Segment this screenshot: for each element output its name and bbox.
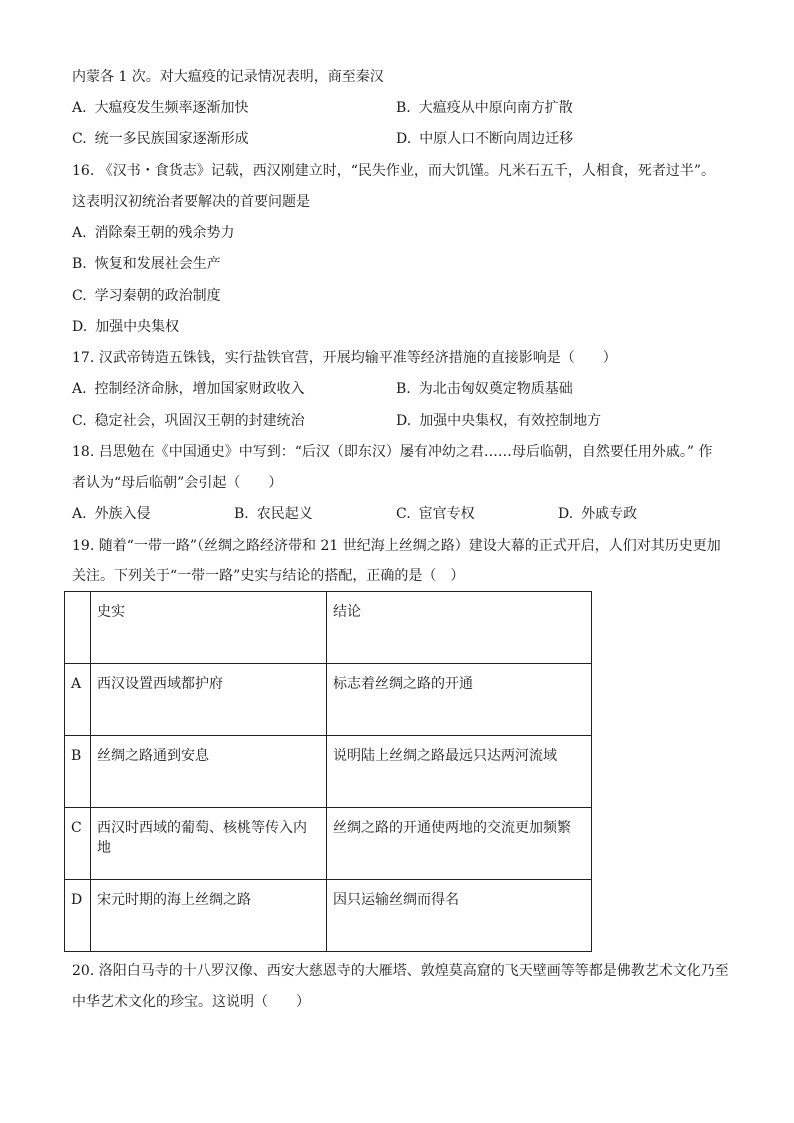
option-label: B. [72, 256, 87, 272]
fact-cell: 西汉时西域的葡萄、核桃等传入内地 [91, 808, 327, 880]
option-label: A. [72, 100, 87, 116]
option-text: 农民起义 [256, 506, 313, 522]
q16-option-a [72, 223, 235, 243]
q17-stem: 17. 汉武帝铸造五铢钱，实行盐铁官营，开展均输平准等经济措施的直接影响是（ ） [72, 350, 617, 366]
table-header-cell: 结论 [327, 592, 592, 664]
q20-stem-line1: 20. 洛阳白马寺的十八罗汉像、西安大慈恩寺的大雁塔、敦煌莫高窟的飞天壁画等等都是佛教艺术文化乃至 [72, 963, 729, 979]
q15-option-c [72, 129, 249, 149]
option-text: 恢复和发展社会生产 [94, 256, 221, 272]
option-label: B. [234, 506, 249, 522]
option-label: A. [72, 225, 87, 241]
q16-option-d [72, 317, 179, 337]
table-row [65, 880, 592, 952]
option-text: 加强中央集权 [95, 319, 180, 335]
option-text: 外戚专政 [581, 506, 638, 522]
q15-option-a [72, 98, 249, 118]
option-text: 统一多民族国家逐渐形成 [94, 131, 249, 147]
option-label: B. [396, 381, 411, 397]
option-label: D. [396, 413, 412, 429]
table-header-row [65, 592, 592, 664]
q17-option-d [396, 411, 601, 431]
q17-option-a [72, 379, 305, 399]
fact-cell: 宋元时期的海上丝绸之路 [91, 880, 327, 952]
option-text: 大瘟疫从中原向南方扩散 [418, 100, 573, 116]
row-label: A [65, 664, 91, 736]
q18-option-a [72, 504, 151, 524]
option-label: D. [72, 319, 88, 335]
q18-option-d [558, 504, 637, 524]
option-text: 加强中央集权，有效控制地方 [419, 413, 602, 429]
table-row [65, 808, 592, 880]
q16-option-c [72, 286, 221, 306]
option-label: A. [72, 506, 87, 522]
row-label: D [65, 880, 91, 952]
q18-option-c [396, 504, 475, 524]
table-header-cell: 史实 [91, 592, 327, 664]
option-text: 宦官专权 [418, 506, 475, 522]
option-text: 学习秦朝的政治制度 [94, 288, 221, 304]
facts-conclusions-table [64, 591, 592, 952]
option-label: B. [396, 100, 411, 116]
table-header-cell [65, 592, 91, 664]
option-text: 外族入侵 [94, 506, 151, 522]
row-label: C [65, 808, 91, 880]
q18-stem-line1: 18. 吕思勉在《中国通史》中写到：“后汉（即东汉）屡有冲幼之君……母后临朝，自然要任用外戚。” 作 [72, 444, 713, 460]
q18-option-b [234, 504, 313, 524]
conclusion-cell: 丝绸之路的开通使两地的交流更加频繁 [327, 808, 592, 880]
q18-stem-line2: 者认为“母后临朝”会引起（ ） [72, 475, 283, 491]
option-text: 为北击匈奴奠定物质基础 [418, 381, 573, 397]
option-label: C. [72, 413, 87, 429]
option-text: 消除秦王朝的残余势力 [94, 225, 235, 241]
conclusion-cell: 标志着丝绸之路的开通 [327, 664, 592, 736]
q15-option-d [396, 129, 573, 149]
q17-option-c [72, 411, 305, 431]
q15-option-b [396, 98, 573, 118]
q17-option-b [396, 379, 573, 399]
fact-cell: 丝绸之路通到安息 [91, 736, 327, 808]
fact-cell: 西汉设置西域都护府 [91, 664, 327, 736]
q15-stem-tail: 内蒙各 1 次。对大瘟疫的记录情况表明，商至秦汉 [72, 69, 384, 85]
q16-option-b [72, 254, 221, 274]
option-label: A. [72, 381, 87, 397]
option-text: 稳定社会，巩固汉王朝的封建统治 [94, 413, 305, 429]
option-label: D. [558, 506, 574, 522]
option-label: C. [72, 131, 87, 147]
q16-stem-line1: 16. 《汉书・食货志》记载，西汉刚建立时，“民失作业，而大饥馑。凡米石五千，人相食，死者过半”。 [72, 163, 716, 179]
q16-stem-line2: 这表明汉初统治者要解决的首要问题是 [72, 194, 310, 210]
q19-stem-line1: 19. 随着“一带一路”（丝绸之路经济带和 21 世纪海上丝绸之路）建设大幕的正式开启，人们对其历史更加 [72, 538, 721, 554]
q19-stem-line2: 关注。下列关于“一带一路”史实与结论的搭配，正确的是（ ） [72, 568, 465, 584]
option-text: 中原人口不断向周边迁移 [419, 131, 574, 147]
table-row [65, 664, 592, 736]
option-label: C. [396, 506, 411, 522]
conclusion-cell: 因只运输丝绸而得名 [327, 880, 592, 952]
option-label: C. [72, 288, 87, 304]
table-row [65, 736, 592, 808]
option-label: D. [396, 131, 412, 147]
option-text: 控制经济命脉，增加国家财政收入 [94, 381, 305, 397]
option-text: 大瘟疫发生频率逐渐加快 [94, 100, 249, 116]
row-label: B [65, 736, 91, 808]
conclusion-cell: 说明陆上丝绸之路最远只达两河流域 [327, 736, 592, 808]
q20-stem-line2: 中华艺术文化的珍宝。这说明（ ） [72, 994, 310, 1010]
